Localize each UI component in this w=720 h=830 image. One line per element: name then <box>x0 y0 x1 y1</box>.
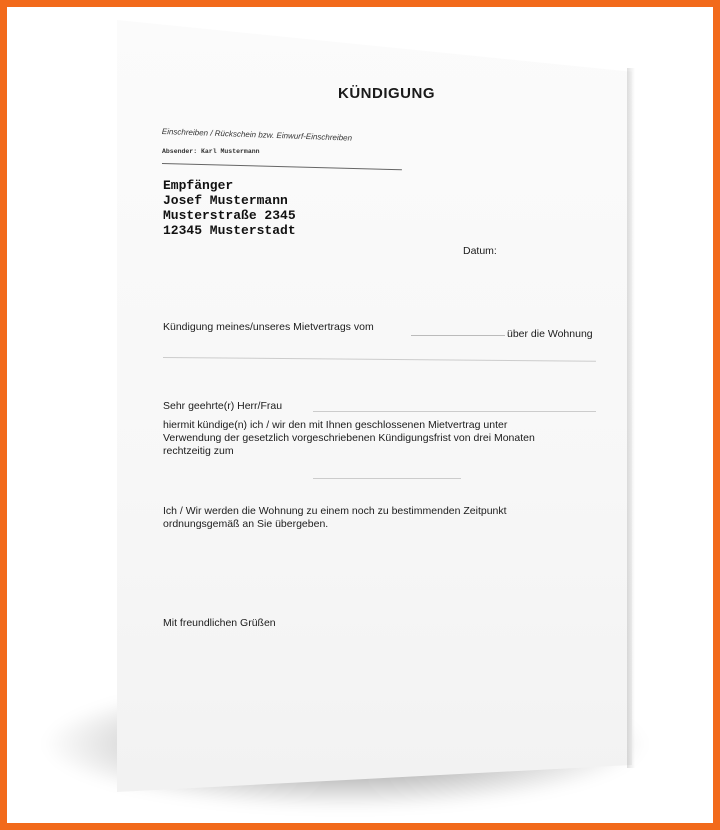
paragraph-handover <box>163 505 507 531</box>
salutation: Sehr geehrte(r) Herr/Frau <box>163 400 283 412</box>
recipient-address <box>163 178 296 238</box>
contract-date-field-line <box>411 335 505 336</box>
recipient-label: Empfänger <box>163 178 234 193</box>
closing: Mit freundlichen Grüßen <box>163 617 276 629</box>
subject-text-continued: über die Wohnung <box>507 328 593 340</box>
termination-date-line <box>313 478 461 479</box>
paragraph-line: hiermit kündige(n) ich / wir den mit Ihnen geschlossenen Mietvertrag unter <box>163 419 508 431</box>
paragraph-line: Ich / Wir werden die Wohnung zu einem noch zu bestimmenden Zeitpunkt <box>163 505 507 517</box>
recipient-street: Musterstraße 2345 <box>163 208 296 223</box>
sender-line-text: Absender: Karl Mustermann <box>162 148 260 155</box>
paragraph-termination <box>163 419 535 458</box>
paragraph-line: Verwendung der gesetzlich vorgeschriebenen Kündigungsfrist von drei Monaten <box>163 432 535 444</box>
recipient-city: 12345 Musterstadt <box>163 223 296 238</box>
date-label: Datum: <box>463 245 497 257</box>
paragraph-line: rechtzeitig zum <box>163 445 234 457</box>
recipient-name: Josef Mustermann <box>163 193 288 208</box>
paragraph-line: ordnungsgemäß an Sie übergeben. <box>163 518 329 530</box>
page-edge <box>627 68 635 768</box>
document-title: KÜNDIGUNG <box>338 85 435 102</box>
delivery-note: Einschreiben / Rückschein bzw. Einwurf-Einschreiben <box>161 127 353 143</box>
salutation-name-line <box>313 411 596 412</box>
subject-text: Kündigung meines/unseres Mietvertrags vom <box>163 321 374 333</box>
